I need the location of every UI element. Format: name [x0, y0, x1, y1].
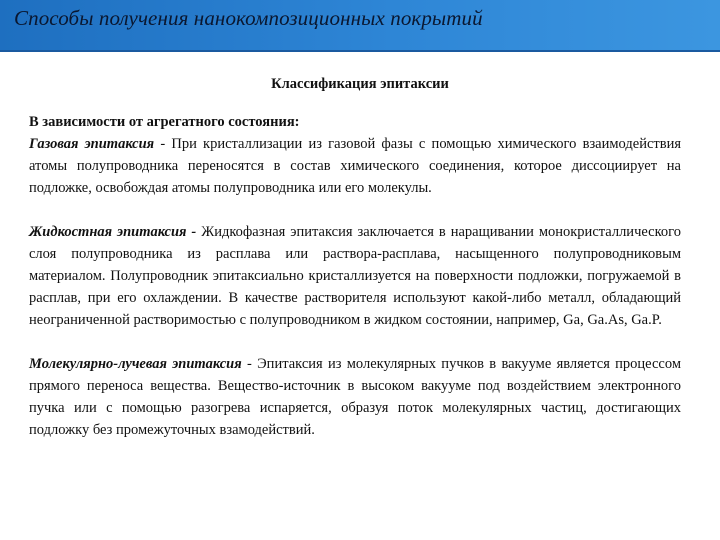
title-bar [0, 0, 720, 52]
term-mbe: Молекулярно-лучевая эпитаксия [29, 356, 242, 372]
text-liquid-epitaxy: Жидкофазная эпитаксия заключается в наращивании монокристаллического слоя полупроводника из расплава или раствора-расплава, насыщенного полупроводниковым материалом. Полупроводник эпитаксиально кристаллизуется на поверхности подложки, погружаемой в расплав, при его охлаждении. В качестве растворителя используют какой-либо металл, обладающий неограниченной растворимостью с полупроводником в жидком состоянии, например, Ga, Ga.As, Ga.P. [29, 224, 681, 328]
section-heading: Классификация эпитаксии [271, 76, 449, 92]
text-mbe: - Эпитаксия из молекулярных пучков в вакууме является процессом прямого переноса вещества. Вещество-источник в высоком вакууме под воздействием электронного пучка или с помощью разогрева испаряется, образуя поток молекулярных частиц, достигающих подложку без промежуточных взамодействий. [29, 356, 681, 438]
term-liquid-epitaxy: Жидкостная эпитаксия - [29, 224, 197, 240]
paragraph-liquid-epitaxy [29, 221, 681, 331]
slide-title: Способы получения нанокомпозиционных покрытий [14, 6, 483, 30]
paragraph-gas-epitaxy [29, 133, 681, 199]
term-gas-epitaxy: Газовая эпитаксия [29, 136, 155, 152]
spacer [29, 331, 681, 353]
slide-content [29, 111, 681, 441]
text-gas-epitaxy: - При кристаллизации из газовой фазы с помощью химического взаимодействия атомы полупроводника переносятся в состав химического соединения, которое диссоциирует на подложке, освобождая атомы полупроводника или его молекулы. [29, 136, 681, 196]
subheading: В зависимости от агрегатного состояния: [29, 114, 300, 130]
spacer [29, 199, 681, 221]
paragraph-mbe [29, 353, 681, 441]
